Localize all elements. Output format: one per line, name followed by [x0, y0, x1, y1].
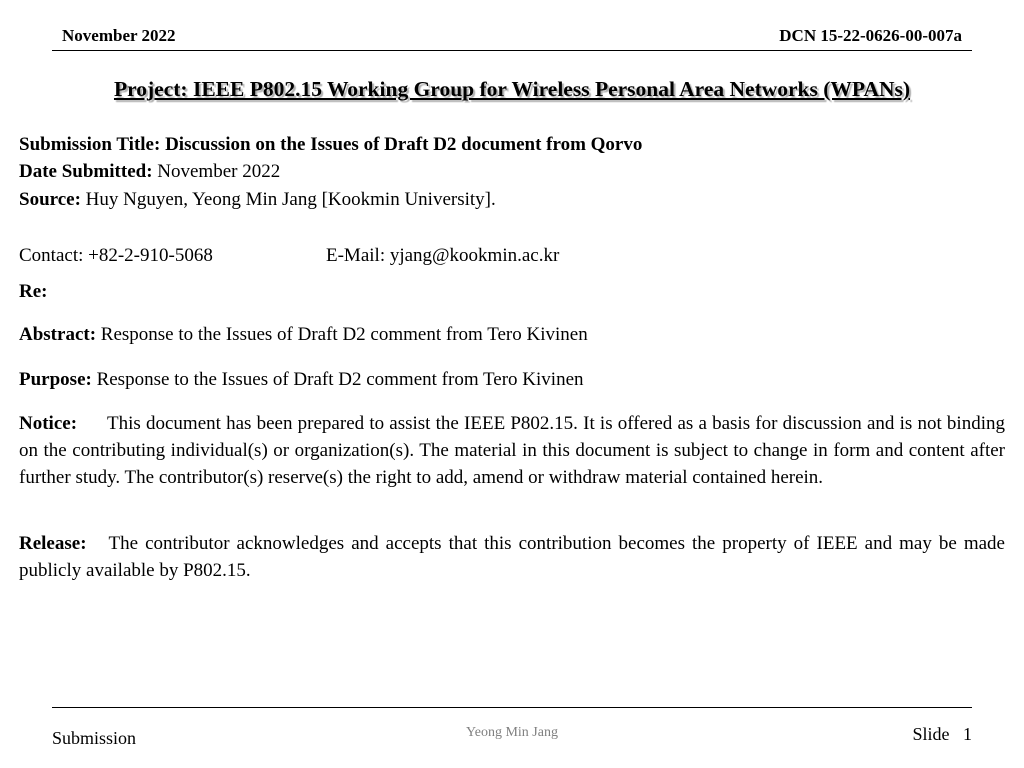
release-label: Release:: [19, 533, 87, 554]
date-submitted-label: Date Submitted:: [19, 161, 153, 182]
release-paragraph: [19, 530, 1005, 584]
slide-label: Slide: [912, 724, 950, 744]
release-text: The contributor acknowledges and accepts that this contribution becomes the property of IEEE and may be made publicly available by P802.15.: [19, 533, 1005, 581]
submission-title: Submission Title: Discussion on the Issues of Draft D2 document from Qorvo: [19, 134, 643, 155]
contact-phone: Contact: +82-2-910-5068: [19, 245, 213, 266]
purpose-row: [19, 366, 1005, 393]
header-date: November 2022: [62, 26, 176, 45]
header-dcn: DCN 15-22-0626-00-007a: [779, 26, 962, 45]
source-value: Huy Nguyen, Yeong Min Jang [Kookmin University].: [85, 189, 496, 210]
notice-text: This document has been prepared to assist the IEEE P802.15. It is offered as a basis for discussion and is not binding on the contributing individual(s) or organization(s). The material in this document is subject to change in form and content after further study. The contributor(s) reserve(s) the right to add, amend or withdraw material contained herein.: [19, 413, 1005, 488]
footer-slide: [912, 724, 972, 745]
footer-submission: Submission: [52, 728, 137, 748]
source-label: Source:: [19, 189, 81, 210]
purpose-value: Response to the Issues of Draft D2 comment from Tero Kivinen: [96, 369, 584, 390]
footer-author: Yeong Min Jang: [466, 725, 558, 740]
re-label: Re:: [19, 281, 48, 302]
source-row: [19, 186, 1005, 213]
abstract-label: Abstract:: [19, 324, 97, 345]
slide-number: 1: [963, 724, 972, 744]
notice-label: Notice:: [19, 413, 78, 434]
header-divider: [52, 50, 972, 51]
date-submitted-value: November 2022: [157, 161, 281, 182]
date-submitted-row: [19, 158, 1005, 185]
contact-email: E-Mail: yjang@kookmin.ac.kr: [326, 245, 560, 266]
notice-paragraph: [19, 410, 1005, 491]
project-title: Project: IEEE P802.15 Working Group for Wireless Personal Area Networks (WPANs): [113, 77, 911, 101]
contact-row: [19, 242, 1005, 269]
footer-divider: [52, 707, 972, 708]
abstract-row: [19, 321, 1005, 348]
abstract-value: Response to the Issues of Draft D2 comment from Tero Kivinen: [100, 324, 588, 345]
purpose-label: Purpose:: [19, 369, 92, 390]
